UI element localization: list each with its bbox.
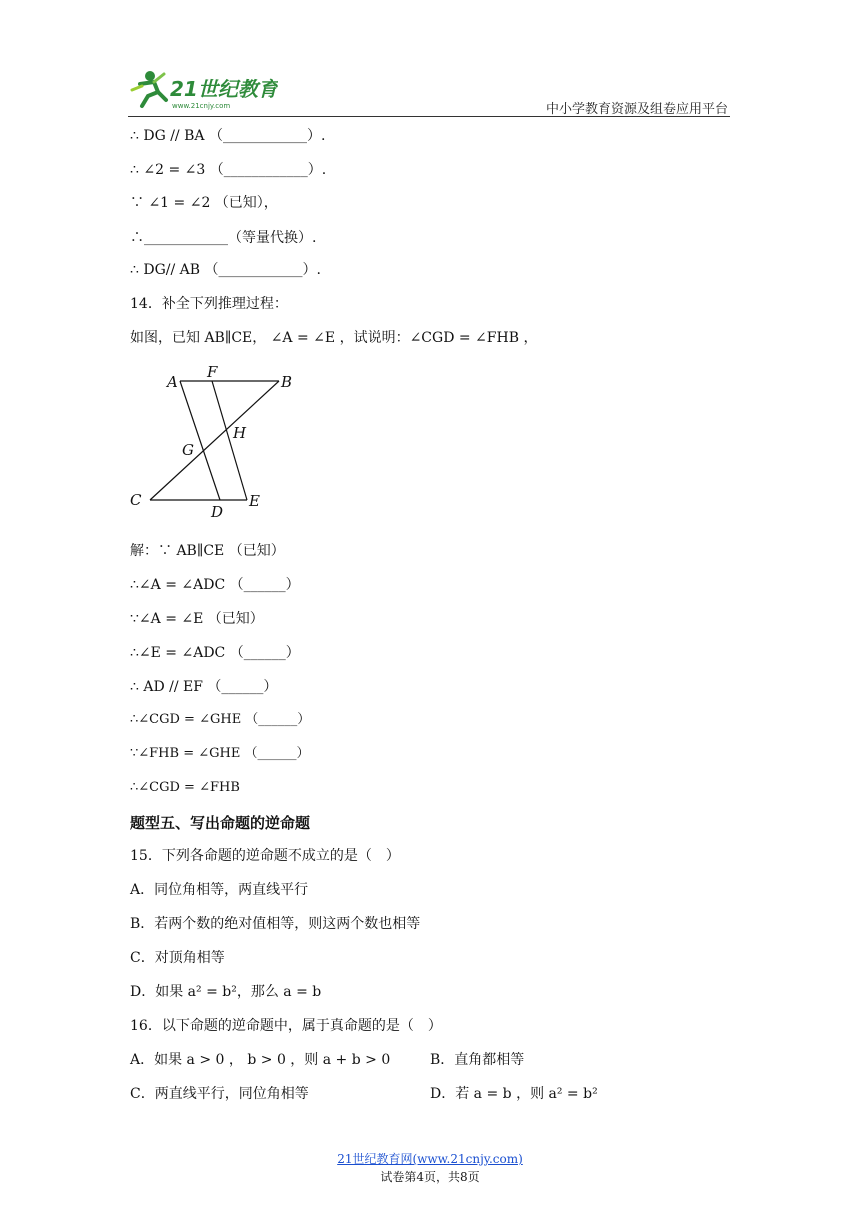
solution-step-7: ∵∠FHB = ∠GHE （______）	[130, 746, 310, 761]
footer-link[interactable]: 21世纪教育网(www.21cnjy.com)	[337, 1152, 523, 1166]
q16-option-a: A．如果 a > 0 ， b > 0 ，则 a + b > 0	[130, 1052, 391, 1068]
solution-step-2: ∴∠A = ∠ADC （______）	[130, 577, 300, 593]
proof-line-5: ∴ DG// AB （____________）.	[130, 262, 321, 278]
label-g: G	[182, 441, 194, 459]
q16-option-d: D．若 a = b ，则 a² = b²	[430, 1086, 598, 1102]
logo-title: 21世纪教育	[170, 77, 278, 101]
label-a: A	[167, 373, 178, 391]
geometry-figure	[125, 360, 305, 525]
section-heading: 题型五、写出命题的逆命题	[130, 814, 311, 832]
label-h: H	[233, 424, 247, 442]
solution-step-3: ∵∠A = ∠E （已知）	[130, 611, 264, 627]
proof-line-1: ∴ DG // BA （____________）.	[130, 128, 326, 144]
label-d: D	[211, 503, 224, 521]
q16-title: 16．以下命题的逆命题中，属于真命题的是（ ）	[130, 1018, 442, 1034]
q14-given: 如图，已知 AB∥CE， ∠A = ∠E ，试说明：∠CGD = ∠FHB ，	[130, 330, 538, 346]
solution-step-5: ∴ AD // EF （______）	[130, 679, 278, 695]
q15-option-c: C．对顶角相等	[130, 950, 225, 966]
header-platform-text: 中小学教育资源及组卷应用平台	[545, 102, 728, 117]
proof-line-4: ∴____________（等量代换）.	[130, 230, 317, 246]
q16-option-c: C．两直线平行，同位角相等	[130, 1086, 309, 1102]
q15-title: 15．下列各命题的逆命题不成立的是（ ）	[130, 848, 400, 864]
q14-title: 14．补全下列推理过程：	[130, 296, 288, 312]
solution-step-1: 解：∵ AB∥CE （已知）	[130, 543, 285, 559]
solution-step-8: ∴∠CGD = ∠FHB	[130, 780, 240, 795]
solution-step-4: ∴∠E = ∠ADC （______）	[130, 645, 300, 661]
label-e: E	[249, 492, 260, 510]
label-b: B	[281, 373, 293, 391]
solution-step-6: ∴∠CGD = ∠GHE （______）	[130, 712, 311, 727]
runner-logo-icon	[128, 66, 278, 112]
footer-page-number: 试卷第4页，共8页	[380, 1170, 480, 1184]
proof-line-3: ∵ ∠1 = ∠2 （已知），	[130, 195, 278, 211]
label-c: C	[130, 491, 142, 509]
header-divider	[128, 116, 730, 117]
q15-option-a: A．同位角相等，两直线平行	[130, 882, 309, 898]
q15-option-d: D．如果 a² = b²，那么 a = b	[130, 984, 322, 1000]
logo-url: www.21cnjy.com	[172, 102, 231, 110]
brand-logo	[128, 66, 278, 112]
label-f: F	[207, 363, 218, 381]
proof-line-2: ∴ ∠2 = ∠3 （____________）.	[130, 162, 327, 178]
q16-option-b: B．直角都相等	[430, 1052, 525, 1068]
q15-option-b: B．若两个数的绝对值相等，则这两个数也相等	[130, 916, 421, 932]
